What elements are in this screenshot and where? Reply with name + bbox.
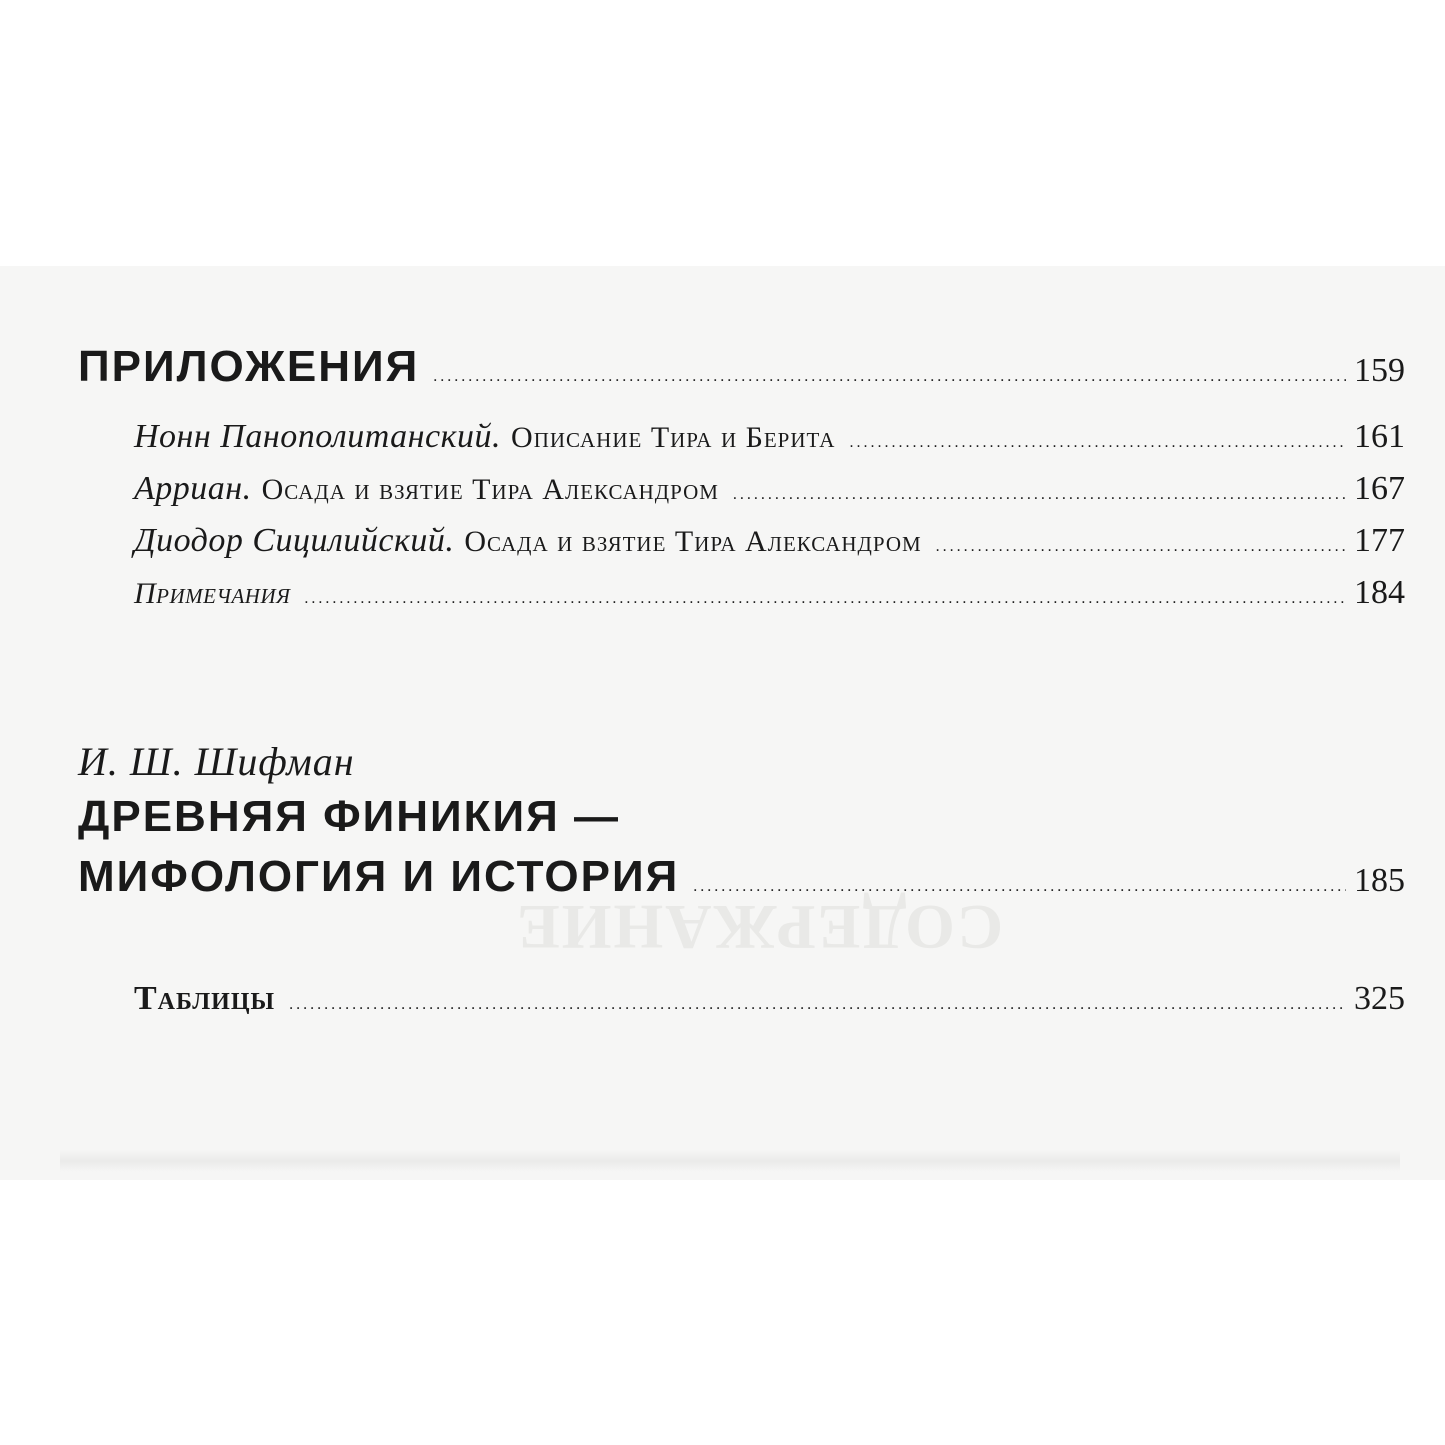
toc-page-number: 184 bbox=[1354, 574, 1405, 611]
toc-row-tables[interactable] bbox=[134, 980, 1405, 1018]
toc-page-number: 159 bbox=[1354, 352, 1405, 389]
dot-leader bbox=[289, 996, 1346, 1014]
toc-entry-author: Диодор Сицилийский. bbox=[134, 522, 455, 559]
page-sheet bbox=[0, 266, 1445, 1180]
dot-leader bbox=[849, 434, 1346, 452]
dot-leader bbox=[304, 590, 1346, 608]
dot-leader bbox=[693, 878, 1346, 896]
toc-page-number: 185 bbox=[1354, 862, 1405, 899]
toc-row-entry-2[interactable] bbox=[134, 470, 1405, 508]
toc-page-number: 167 bbox=[1354, 470, 1405, 507]
toc-row-entry-1[interactable] bbox=[134, 418, 1405, 456]
bleed-through-heading: СОДЕРЖАНИЕ bbox=[515, 892, 1004, 963]
main-work-author: И. Ш. Шифман bbox=[78, 739, 355, 784]
toc-appendices-title: ПРИЛОЖЕНИЯ bbox=[78, 342, 420, 391]
toc-entry-work: Осада и взятие Тира Александром bbox=[464, 525, 922, 558]
toc-entry-author: Арриан. bbox=[134, 470, 252, 507]
toc-page-number: 177 bbox=[1354, 522, 1405, 559]
dot-leader bbox=[936, 538, 1346, 556]
main-work-title-line2: МИФОЛОГИЯ И ИСТОРИЯ bbox=[78, 852, 680, 901]
toc-page-number: 161 bbox=[1354, 418, 1405, 455]
toc-row-appendices[interactable] bbox=[78, 342, 1405, 392]
toc-entry-author: Примечания bbox=[134, 577, 291, 610]
main-work-title-line1: ДРЕВНЯЯ ФИНИКИЯ — bbox=[78, 792, 620, 841]
toc-row-notes[interactable] bbox=[134, 574, 1405, 612]
dot-leader bbox=[433, 368, 1346, 386]
toc-page-number: 325 bbox=[1354, 980, 1405, 1017]
toc-entry-work: Описание Тира и Берита bbox=[511, 421, 836, 454]
page-bleed-through bbox=[60, 1150, 1400, 1172]
toc-entry-work: Осада и взятие Тира Александром bbox=[261, 473, 719, 506]
dot-leader bbox=[733, 486, 1346, 504]
toc-row-entry-3[interactable] bbox=[134, 522, 1405, 560]
toc-tables-label: Таблицы bbox=[134, 980, 276, 1017]
toc-row-main-work[interactable] bbox=[78, 852, 1405, 902]
toc-entry-author: Нонн Панополитанский. bbox=[134, 418, 502, 455]
